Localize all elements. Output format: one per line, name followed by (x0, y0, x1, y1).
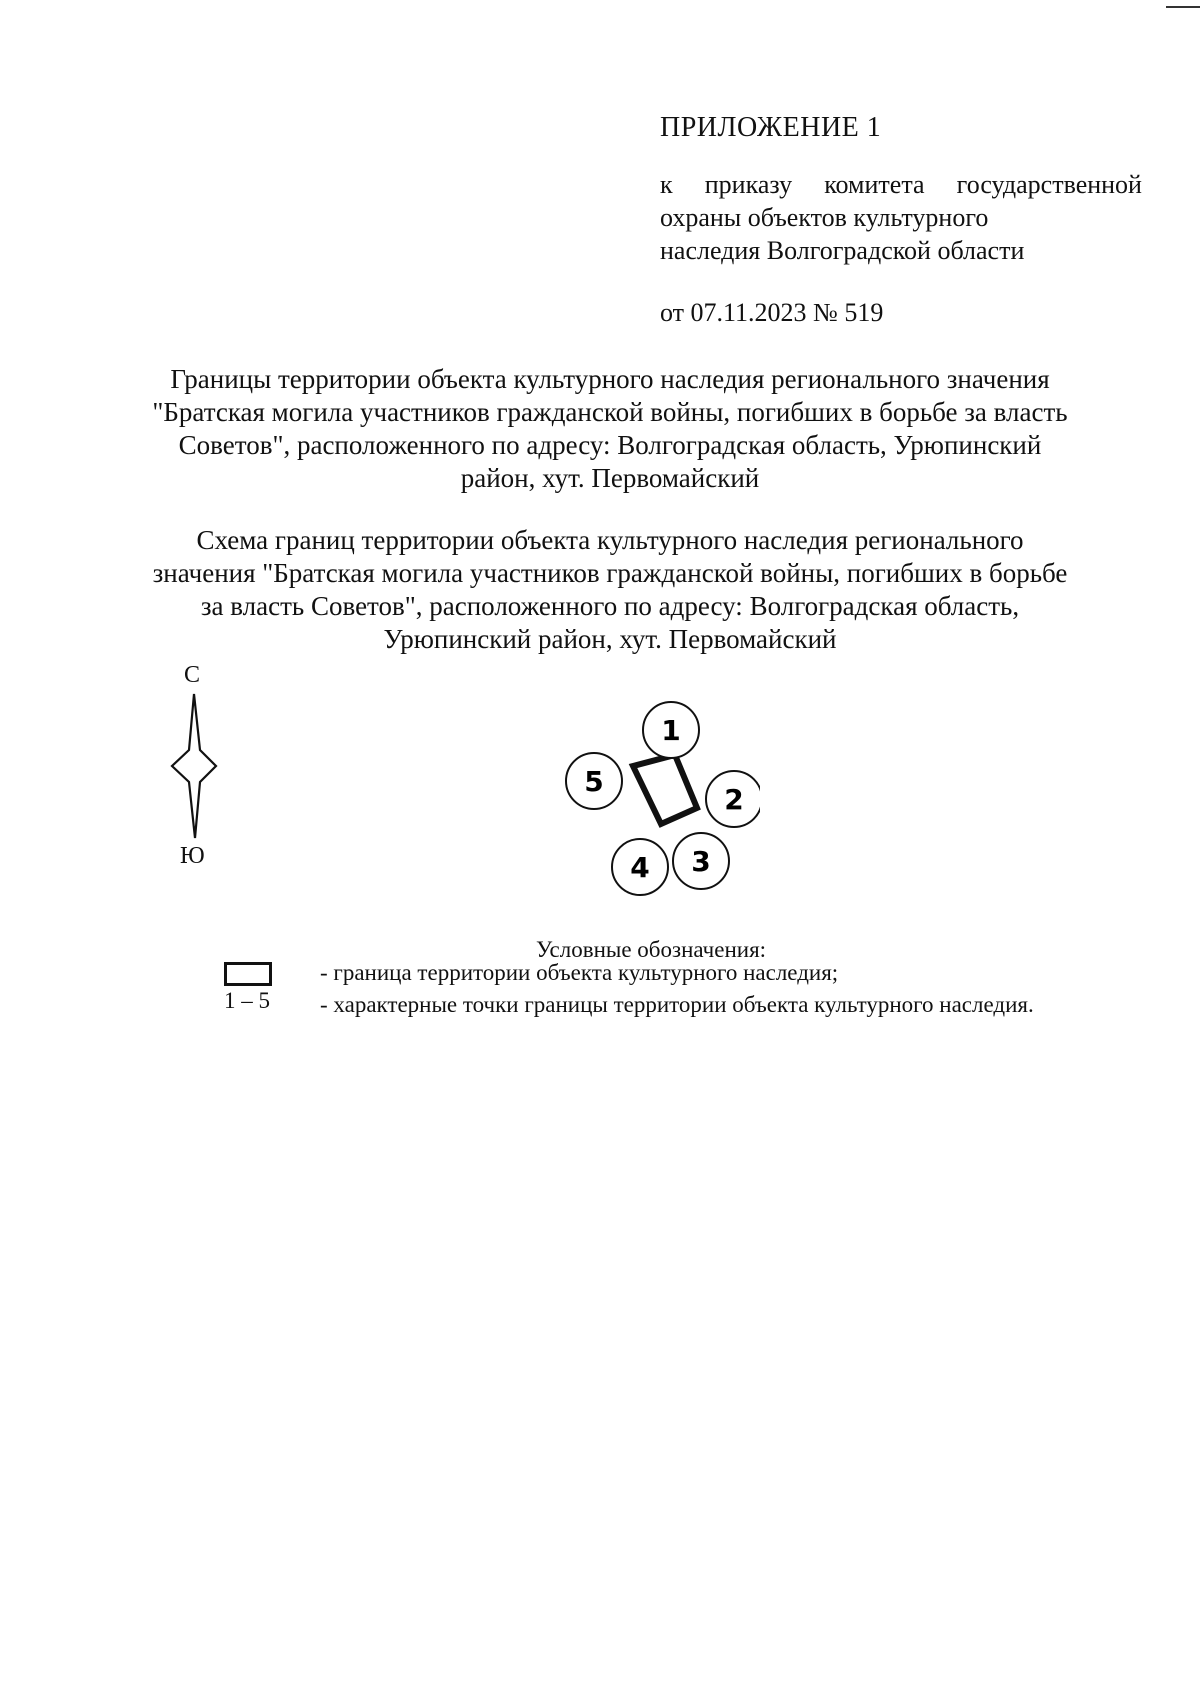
boundaries-heading (150, 363, 1070, 495)
scheme-heading (150, 524, 1070, 656)
boundary-point-4 (612, 839, 668, 895)
point-label: 3 (691, 845, 711, 878)
annex-reference-line-3: наследия Волгоградской области (660, 236, 1025, 265)
heading-line: "Братская могила участников гражданской войны, погибших в борьбе за власть (152, 397, 1068, 427)
legend-points-symbol: 1 – 5 (224, 988, 270, 1013)
annex-reference (660, 168, 1142, 267)
point-label: 4 (630, 851, 650, 884)
boundary-point-1 (643, 702, 699, 758)
scan-edge-mark (1166, 6, 1200, 8)
heading-line: значения "Братская могила участников гражданской войны, погибших в борьбе (152, 558, 1068, 588)
legend-boundary-text: - граница территории объекта культурного наследия; (320, 960, 839, 985)
annex-word: комитета (824, 170, 925, 199)
annex-word: государственной (956, 170, 1142, 199)
heading-line: Границы территории объекта культурного наследия регионального значения (170, 364, 1050, 394)
heading-line: Советов", расположенного по адресу: Волгоградская область, Урюпинский (178, 430, 1042, 460)
annex-title: ПРИЛОЖЕНИЕ 1 (660, 112, 882, 143)
legend-title: Условные обозначения: (536, 937, 767, 962)
heading-line: Схема границ территории объекта культурного наследия регионального (196, 525, 1024, 555)
north-arrow-icon (160, 690, 234, 840)
heading-line: Урюпинский район, хут. Первомайский (383, 624, 837, 654)
compass-south-label: Ю (180, 843, 205, 869)
annex-word: приказу (704, 170, 793, 199)
boundary-scheme (560, 695, 760, 910)
boundary-point-3 (673, 833, 729, 889)
order-date: от 07.11.2023 № 519 (660, 298, 884, 327)
point-label: 5 (584, 765, 604, 798)
compass-north-label: С (184, 662, 201, 688)
boundary-point-2 (706, 771, 760, 827)
heading-line: район, хут. Первомайский (460, 463, 760, 493)
legend-boundary-symbol (224, 962, 272, 986)
boundary-point-5 (566, 753, 622, 809)
point-label: 1 (661, 714, 681, 747)
heading-line: за власть Советов", расположенного по адресу: Волгоградская область, (200, 591, 1020, 621)
annex-word: к (660, 170, 673, 199)
annex-reference-line-2: охраны объектов культурного (660, 203, 989, 232)
point-label: 2 (724, 783, 744, 816)
legend-points-text: - характерные точки границы территории объекта культурного наследия. (320, 992, 1034, 1017)
boundary-polygon (633, 755, 697, 824)
annex-reference-line-1 (660, 168, 1142, 201)
